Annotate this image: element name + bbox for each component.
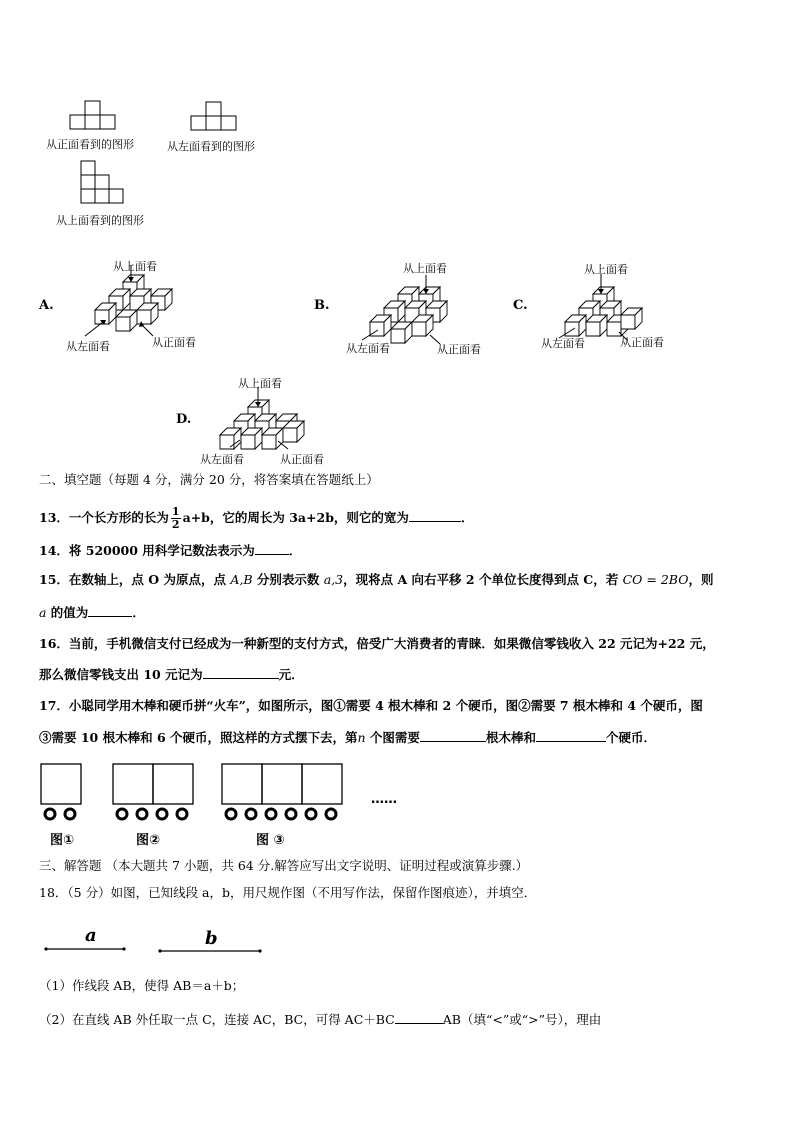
option-b-front-label: 从正面看	[437, 343, 481, 356]
left-view-caption: 从左面看到的图形	[167, 140, 255, 153]
option-a-top-label: 从上面看	[113, 260, 157, 273]
question-18-part-1: （1）作线段 AB，使得 AB＝a＋b；	[39, 978, 245, 993]
option-d-left-label: 从左面看	[200, 453, 244, 466]
q13-text-b: a+b，它的周长为 3a+2b，则它的宽为	[182, 510, 409, 525]
q15-equation: CO = 2BO	[622, 572, 689, 587]
q15-text-a: 15．在数轴上，点 O 为原点，点	[39, 572, 231, 587]
q13-text-c: ．	[460, 510, 474, 525]
q17-text-d: 个硬币．	[605, 730, 656, 745]
question-18-part-2	[39, 1011, 601, 1028]
question-17-line-1: 17．小聪同学用木棒和硬币拼“火车”，如图所示，图①需要 4 根木棒和 2 个硬币，图②需要 7 根木棒和 4 个硬币，图	[39, 698, 703, 713]
q14-text-a: 14．将 520000 用科学记数法表示为	[39, 543, 255, 558]
q13-answer-blank[interactable]	[409, 509, 461, 522]
q14-answer-blank[interactable]	[255, 542, 289, 555]
q14-text-b: ．	[288, 543, 302, 558]
left-view-figure	[191, 100, 251, 134]
q15-text-line2: 的值为	[46, 605, 89, 620]
top-view-figure	[81, 161, 141, 211]
q15-text-e: ，现将点 A 向右平移 2 个单位长度得到点 C，若	[343, 572, 623, 587]
train-label-3: 图 ③	[256, 833, 285, 848]
question-17-line-2	[39, 729, 656, 746]
question-15-line-1	[39, 572, 713, 588]
q15-points-ab: A,B	[230, 572, 253, 587]
question-15-line-2	[39, 604, 145, 621]
q18-part2-text-a: （2）在直线 AB 外任取一点 C，连接 AC，BC，可得 AC＋BC	[39, 1012, 395, 1027]
q17-sticks-blank[interactable]	[420, 729, 486, 742]
q17-text-c: 根木棒和	[485, 730, 536, 745]
fraction-denominator: 2	[171, 518, 180, 531]
option-c-front-label: 从正面看	[620, 336, 664, 349]
train-figure-1	[40, 763, 90, 823]
option-a-letter[interactable]: A.	[39, 298, 54, 313]
q13-text-a: 13．一个长方形的长为	[39, 510, 169, 525]
option-a-front-label: 从正面看	[152, 336, 196, 349]
option-b-top-label: 从上面看	[403, 262, 447, 275]
q15-values: a,3	[323, 572, 344, 587]
question-13	[39, 506, 473, 531]
train-label-1: 图①	[50, 833, 75, 848]
option-c-left-label: 从左面看	[541, 337, 585, 350]
q18-comparison-blank[interactable]	[395, 1011, 443, 1024]
question-14	[39, 542, 301, 559]
q18-part2-text-b: AB（填“<”或“>”号），理由	[442, 1012, 602, 1027]
train-figure-3	[221, 763, 351, 823]
front-view-caption: 从正面看到的图形	[46, 138, 134, 151]
option-a-left-label: 从左面看	[66, 340, 110, 353]
option-d-letter[interactable]: D.	[176, 412, 192, 427]
segment-a	[45, 945, 129, 955]
q16-text-b: 元．	[278, 667, 304, 682]
q17-text-b: 个图需要	[365, 730, 420, 745]
q17-coins-blank[interactable]	[536, 729, 606, 742]
section-3-heading: 三、解答题 （本大题共 7 小题，共 64 分.解答应写出文字说明、证明过程或演算步骤.）	[39, 858, 529, 873]
q15-period: ．	[132, 605, 145, 620]
option-c-top-label: 从上面看	[584, 263, 628, 276]
q17-variable-n: n	[357, 730, 366, 745]
question-16-line-1: 16．当前，手机微信支付已经成为一种新型的支付方式，倍受广大消费者的青睐．如果微信零钱收入 22 元记为+22 元，	[39, 636, 715, 651]
option-a-cubes	[95, 270, 195, 340]
option-c-letter[interactable]: C.	[513, 298, 528, 313]
segment-b-label: b	[205, 928, 218, 949]
fraction-numerator: 1	[171, 505, 180, 518]
q15-variable-a: a	[39, 605, 47, 620]
train-ellipsis: ……	[371, 792, 397, 807]
option-d-top-label: 从上面看	[238, 377, 282, 390]
top-view-caption: 从上面看到的图形	[56, 214, 144, 227]
train-label-2: 图②	[136, 833, 161, 848]
fraction-one-half	[171, 506, 181, 531]
q16-text-a: 那么微信零钱支出 10 元记为	[39, 667, 203, 682]
train-figure-2	[112, 763, 202, 823]
section-2-heading: 二、填空题（每题 4 分，满分 20 分，将答案填在答题纸上）	[39, 472, 379, 487]
front-view-figure	[70, 98, 130, 134]
option-b-left-label: 从左面看	[346, 342, 390, 355]
question-16-line-2	[39, 666, 304, 683]
q17-text-a: ③需要 10 根木棒和 6 个硬币，照这样的方式摆下去，第	[39, 730, 358, 745]
q15-text-c: 分别表示数	[252, 572, 324, 587]
q16-answer-blank[interactable]	[203, 666, 279, 679]
option-b-letter[interactable]: B.	[314, 298, 330, 313]
q15-answer-blank[interactable]	[88, 604, 132, 617]
segment-a-label: a	[85, 925, 97, 946]
option-d-front-label: 从正面看	[280, 453, 324, 466]
q15-text-g: ，则	[688, 572, 714, 587]
question-18-intro: 18．（5 分）如图，已知线段 a，b，用尺规作图（不用写作法，保留作图痕迹），并填空．	[39, 885, 537, 900]
